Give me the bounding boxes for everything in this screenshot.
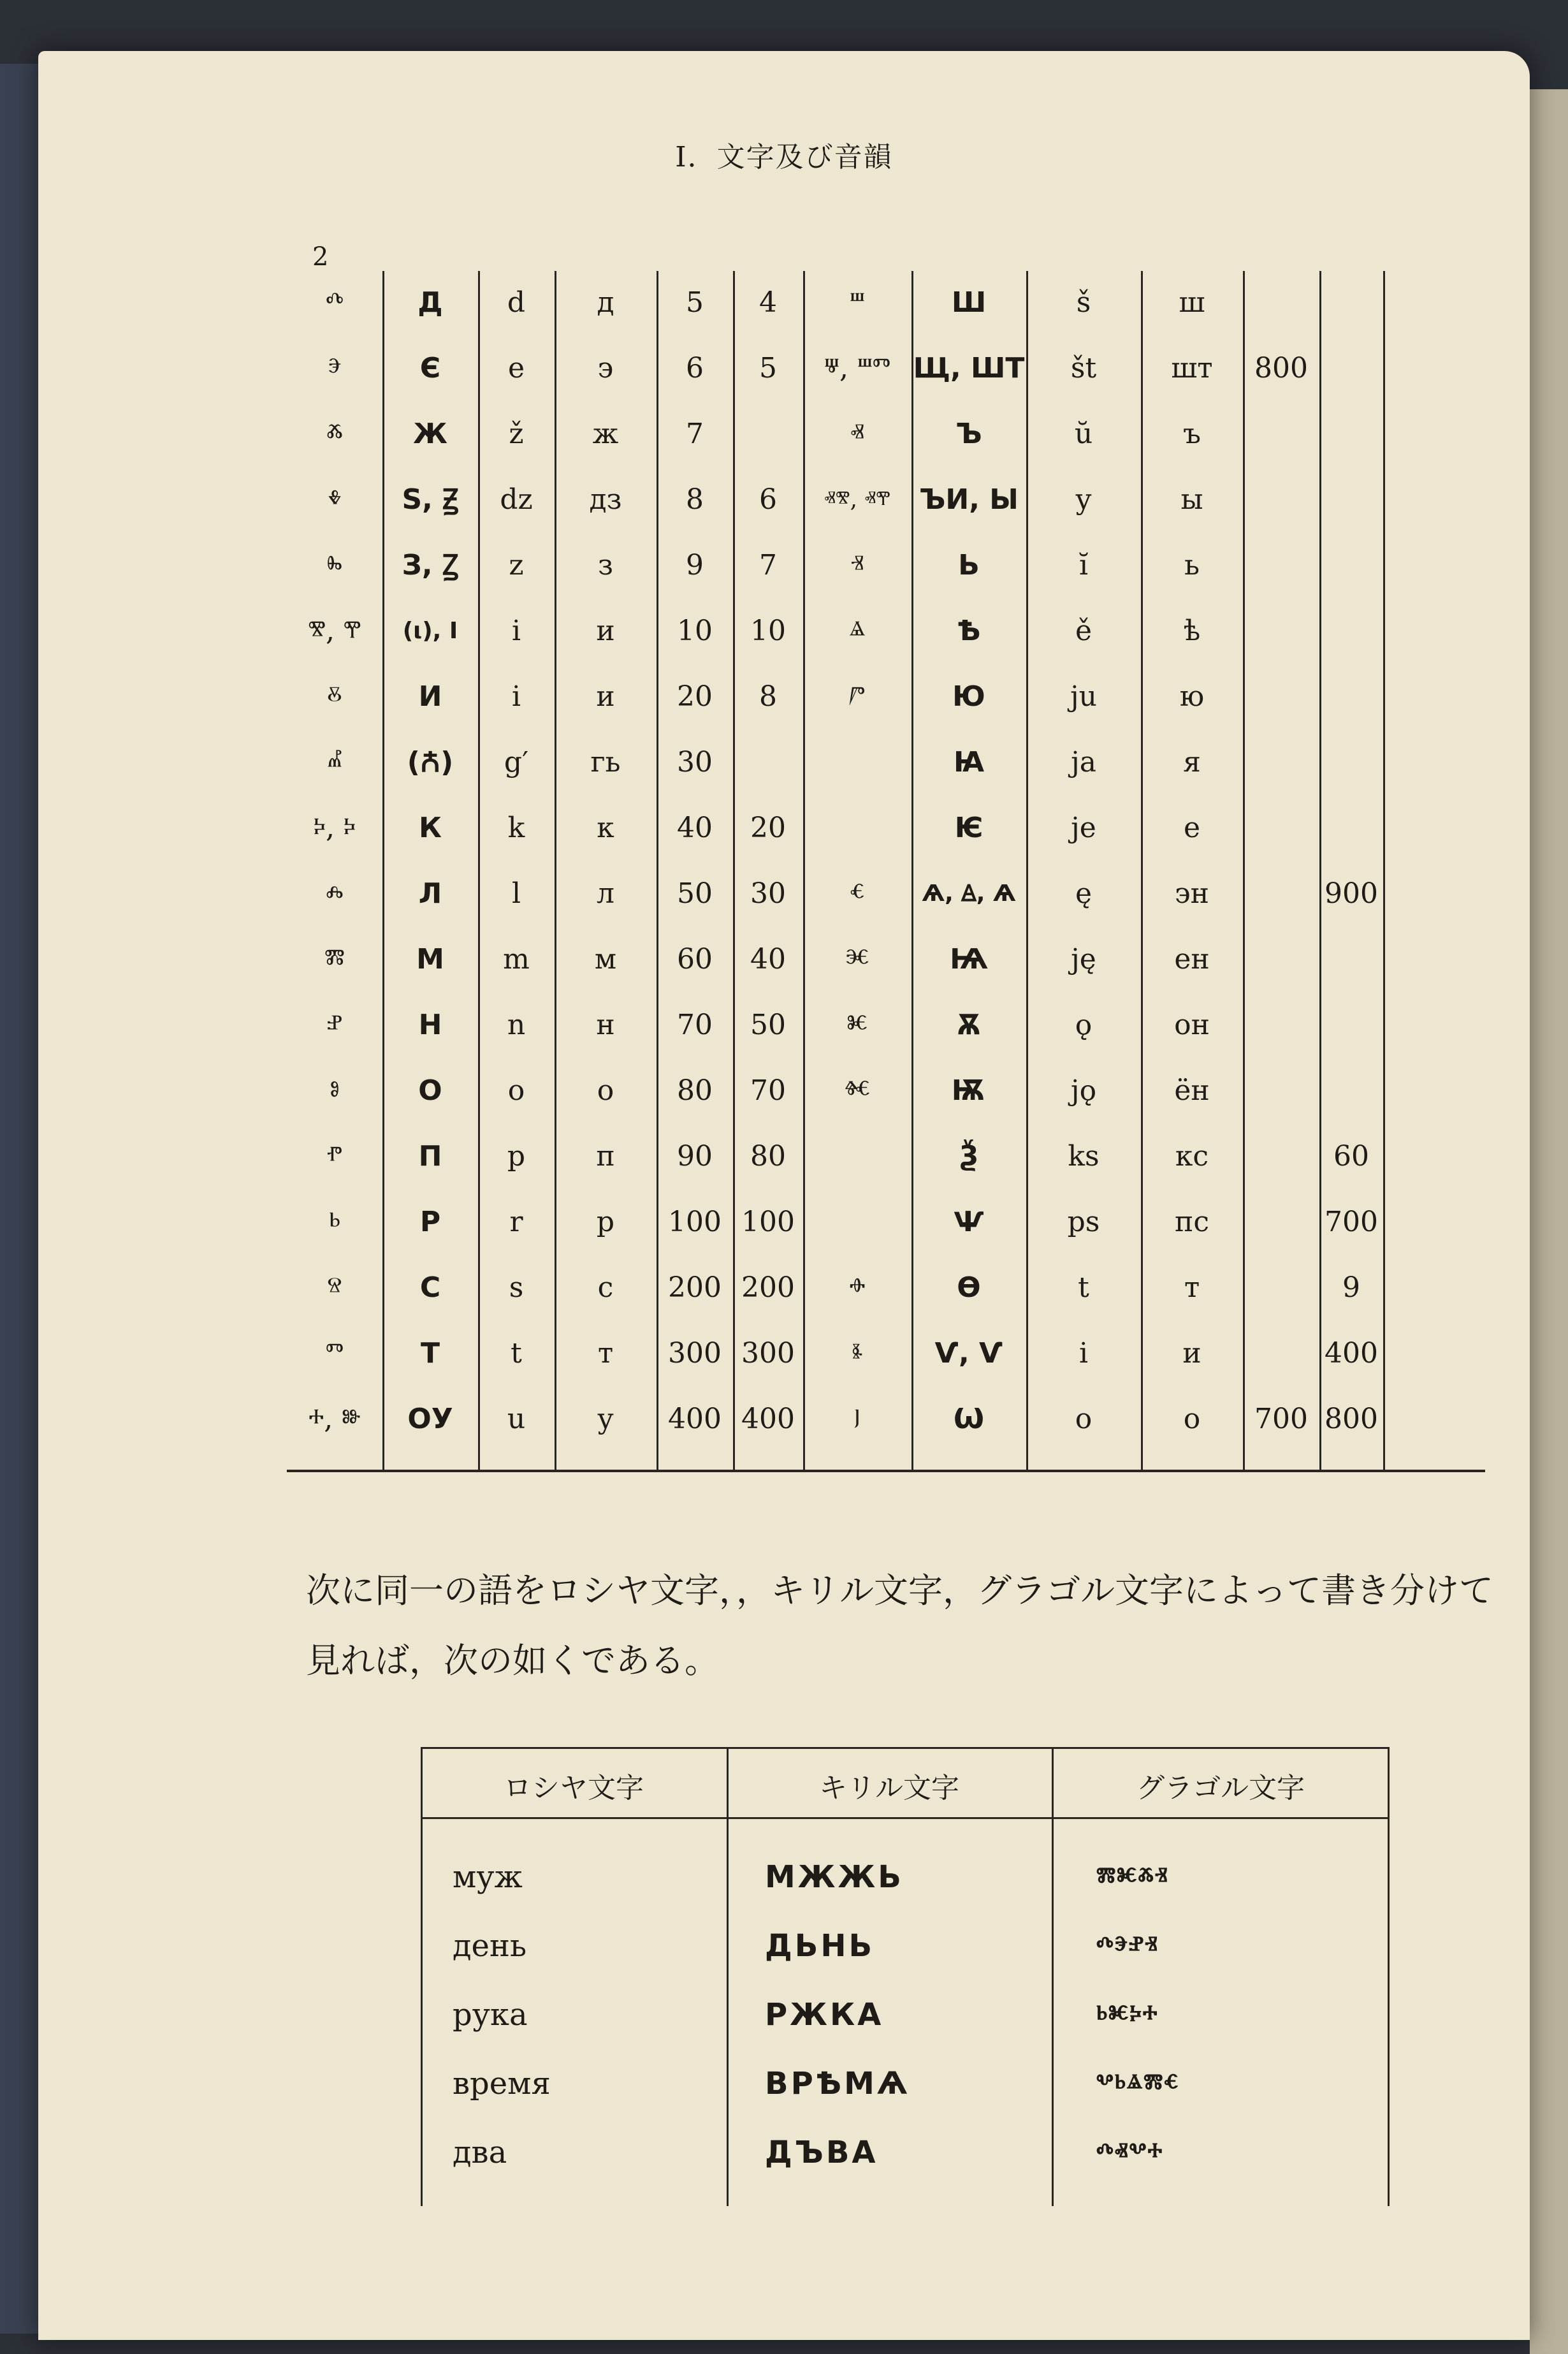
table-cell: ⰰ, ⱆ: [309, 1403, 361, 1435]
column-rus1: [555, 271, 657, 1470]
table-cell: [1319, 612, 1383, 650]
table-cell: 800: [1254, 352, 1308, 384]
table-cell: [1243, 546, 1319, 585]
table-cell: o: [1075, 1403, 1093, 1435]
column-cyr2: [911, 271, 1026, 1470]
table-cell: ОУ: [407, 1403, 453, 1435]
table-cell: Ѧ, Ꙙ, Ѧ: [922, 881, 1016, 907]
table-cell: 70: [677, 1009, 713, 1041]
table-cell: 5: [759, 352, 777, 384]
table-cell: ⰽ, ⰽ: [313, 812, 356, 844]
table-cell: [1243, 678, 1319, 716]
table-cell: ⱙ: [844, 1074, 871, 1107]
table-cell: ѣ: [1183, 615, 1201, 647]
table-cell: [803, 1137, 911, 1176]
page-number: 2: [312, 242, 329, 272]
table-cell: [1243, 415, 1319, 453]
table-cell: е: [1183, 812, 1201, 844]
cyrillic-word: ДЬНЬ: [765, 1928, 875, 1964]
glagolitic-word: ⰴⰵⱀⱐ: [1096, 1930, 1159, 1961]
table-cell: ŭ: [1074, 418, 1093, 450]
table-cell: [1319, 1072, 1383, 1110]
table-cell: ⰸ: [326, 549, 343, 581]
table-cell: y: [1075, 483, 1092, 516]
table-cell: 800: [1325, 1403, 1378, 1435]
table-cell: n: [507, 1009, 526, 1041]
table-cell: k: [507, 812, 525, 844]
table-cell: ⰺ, ⰹ: [308, 615, 361, 647]
table-cell: ⰷ: [328, 483, 342, 516]
table-cell: z: [509, 549, 524, 581]
table-cell: ⰶ: [326, 418, 343, 450]
column-lat2: [1026, 271, 1141, 1470]
table-cell: ы: [1180, 483, 1203, 516]
table-cell: [803, 809, 911, 847]
table-cell: Ѵ, Ѵ: [934, 1337, 1003, 1370]
table-cell: он: [1174, 1009, 1210, 1041]
glagolitic-word: ⰿⱘⰶⱐ: [1096, 1861, 1169, 1892]
table-cell: [1243, 743, 1319, 782]
glagolitic-word: ⱃⱘⰽⰰ: [1096, 1999, 1159, 2030]
column-num3: [1243, 271, 1319, 1470]
table-cell: Ѭ: [951, 1074, 987, 1107]
table-cell: 200: [668, 1271, 722, 1304]
table-cell: t: [1078, 1271, 1089, 1304]
table-cell: [803, 743, 911, 782]
glagolitic-word: ⰴⱏⰲⰰ: [1096, 2137, 1164, 2168]
table-cell: ę: [1075, 877, 1093, 910]
cyrillic-word: РЖКА: [765, 1997, 884, 2033]
table-cell: ъ: [1183, 418, 1201, 450]
table-cell: ⱏ: [850, 418, 864, 450]
russian-column: [453, 1843, 551, 2187]
table-cell: П: [418, 1140, 442, 1173]
table-cell: гь: [590, 746, 621, 779]
table-cell: o: [507, 1074, 525, 1107]
table-cell: 50: [677, 877, 713, 910]
table-cell: ⱔ: [850, 877, 865, 910]
table-cell: Ѩ: [950, 943, 988, 976]
table-cell: дз: [589, 483, 622, 516]
table-cell: je: [1071, 812, 1096, 844]
table-cell: о: [597, 1074, 614, 1107]
table-cell: Щ, ШТ: [913, 352, 1025, 384]
table-cell: я: [1183, 746, 1201, 779]
table-cell: Ѯ: [959, 1140, 979, 1173]
table-cell: Ѱ: [954, 1206, 984, 1238]
table-cell: 8: [759, 680, 777, 713]
table-cell: р: [596, 1206, 615, 1238]
table-cell: [1243, 809, 1319, 847]
table-cell: 20: [677, 680, 713, 713]
table-cell: [1243, 1269, 1319, 1307]
table-cell: ⱓ: [849, 680, 866, 713]
table-rule: [1052, 1747, 1054, 2206]
table-cell: Ѣ: [957, 615, 981, 647]
table-cell: п: [596, 1140, 615, 1173]
table-cell: д: [597, 286, 614, 319]
table-cell: Ѫ: [957, 1009, 981, 1041]
table-cell: Т: [420, 1337, 440, 1370]
table-cell: i: [1078, 1337, 1089, 1370]
column-rus2: [1141, 271, 1243, 1470]
table-cell: 10: [750, 615, 786, 647]
table-cell: ⱋ, ⱎⱅ: [824, 352, 891, 384]
table-cell: ⱚ: [849, 1271, 866, 1304]
table-cell: Є: [419, 352, 441, 384]
table-cell: 9: [686, 549, 704, 581]
column-cyr1: [382, 271, 478, 1470]
table-cell: [1319, 1006, 1383, 1044]
table-cell: Д: [417, 286, 443, 319]
table-cell: ж: [592, 418, 619, 450]
table-cell: Л: [418, 877, 442, 910]
table-cell: m: [503, 943, 530, 976]
table-cell: 20: [750, 812, 786, 844]
table-cell: шт: [1171, 352, 1213, 384]
table-cell: Ѡ: [953, 1403, 985, 1435]
header-cyrillic: キリル文字: [819, 1772, 959, 1804]
table-cell: ⱑ: [849, 615, 866, 647]
table-cell: и: [1182, 1337, 1201, 1370]
table-cell: [1319, 284, 1383, 322]
table-cell: 60: [677, 943, 713, 976]
table-cell: [1243, 481, 1319, 519]
table-rule: [727, 1747, 729, 2206]
cyrillic-word: ВРѢМѦ: [765, 2066, 910, 2102]
table-cell: [1319, 678, 1383, 716]
table-cell: ⱄ: [327, 1271, 342, 1304]
column-num4: [1319, 271, 1383, 1470]
table-cell: [1319, 809, 1383, 847]
table-cell: т: [597, 1337, 614, 1370]
table-cell: ен: [1174, 943, 1210, 976]
cyrillic-column: [765, 1843, 910, 2187]
table-cell: 7: [759, 549, 777, 581]
table-cell: 200: [741, 1271, 795, 1304]
table-cell: [1243, 1006, 1319, 1044]
table-cell: 400: [1325, 1337, 1378, 1370]
table-cell: И: [418, 680, 442, 713]
table-cell: 100: [668, 1206, 722, 1238]
table-cell: l: [511, 877, 521, 910]
table-cell: к: [597, 812, 614, 844]
table-cell: Ь: [958, 549, 980, 581]
column-glag2: [803, 271, 911, 1470]
table-cell: Ж: [413, 418, 447, 450]
table-cell: 8: [686, 483, 704, 516]
header-russian: ロシヤ文字: [504, 1772, 644, 1804]
russian-word: время: [453, 2066, 551, 2102]
table-cell: 700: [1254, 1403, 1308, 1435]
table-cell: ⱀ: [326, 1009, 343, 1041]
table-cell: 50: [750, 1009, 786, 1041]
table-cell: 30: [677, 746, 713, 779]
table-cell: [1243, 1334, 1319, 1373]
table-cell: 400: [668, 1403, 722, 1435]
table-cell: О: [418, 1074, 442, 1107]
table-cell: 40: [677, 812, 713, 844]
table-cell: [1243, 875, 1319, 913]
table-cell: d: [507, 286, 526, 319]
table-cell: з: [598, 549, 613, 581]
table-cell: пс: [1175, 1206, 1209, 1238]
table-cell: и: [596, 680, 615, 713]
table-cell: Ш: [951, 286, 987, 319]
column-glag1: [287, 271, 382, 1470]
column-rule: [1383, 271, 1385, 1470]
table-cell: jǫ: [1070, 1074, 1097, 1107]
cyrillic-word: ДЪВА: [765, 2135, 878, 2170]
table-cell: t: [511, 1337, 522, 1370]
table-cell: p: [507, 1140, 526, 1173]
table-cell: ju: [1070, 680, 1097, 713]
table-cell: i: [511, 680, 521, 713]
table-cell: [1319, 940, 1383, 979]
table-cell: 7: [686, 418, 704, 450]
russian-word: рука: [453, 1997, 528, 2033]
table-cell: [1243, 1137, 1319, 1176]
table-cell: С: [419, 1271, 441, 1304]
table-cell: [1319, 481, 1383, 519]
table-cell: о: [1183, 1403, 1201, 1435]
table-cell: 80: [677, 1074, 713, 1107]
table-cell: ⱜ: [854, 1403, 860, 1435]
table-cell: (ι), І: [402, 618, 458, 644]
table-cell: м: [594, 943, 617, 976]
table-cell: ⰿ: [324, 943, 345, 976]
table-cell: ⱘ: [846, 1009, 868, 1041]
table-cell: З, Ꙁ: [402, 549, 459, 581]
table-cell: ⱐ: [850, 549, 864, 581]
table-cell: [733, 743, 803, 782]
table-rule: [1388, 1747, 1390, 2206]
table-cell: š: [1076, 286, 1091, 319]
table-cell: ⰻ: [327, 680, 342, 713]
column-lat1: [478, 271, 555, 1470]
table-cell: 6: [686, 352, 704, 384]
table-cell: ю: [1179, 680, 1205, 713]
table-cell: Ѳ: [957, 1271, 981, 1304]
table-cell: 400: [741, 1403, 795, 1435]
table-cell: Ꙗ: [953, 746, 985, 779]
table-cell: [1243, 940, 1319, 979]
table-cell: u: [507, 1403, 526, 1435]
table-cell: ⰴ: [325, 286, 344, 319]
table-rule: [421, 1747, 423, 2206]
table-cell: št: [1070, 352, 1097, 384]
cyrillic-word: МЖЖЬ: [765, 1859, 904, 1895]
table-cell: 10: [677, 615, 713, 647]
table-cell: 30: [750, 877, 786, 910]
glagolitic-column: [1096, 1843, 1180, 2187]
table-cell: [1319, 546, 1383, 585]
table-cell: К: [419, 812, 442, 844]
table-cell: ję: [1071, 943, 1096, 976]
table-cell: 300: [741, 1337, 795, 1370]
table-cell: Ъ: [955, 418, 982, 450]
table-cell: э: [597, 352, 614, 384]
table-cell: ЪИ, Ы: [919, 483, 1019, 516]
table-cell: Ѥ: [954, 812, 984, 844]
table-cell: эн: [1175, 877, 1209, 910]
table-cell: ž: [509, 418, 524, 450]
table-cell: g′: [504, 746, 529, 779]
book-page: [38, 51, 1530, 2340]
table-cell: [733, 415, 803, 453]
table-cell: [1319, 743, 1383, 782]
table-cell: [1243, 1203, 1319, 1241]
table-cell: ⱂ: [326, 1140, 343, 1173]
table-cell: н: [596, 1009, 615, 1041]
table-cell: (Ꙉ): [407, 746, 454, 779]
table-cell: т: [1184, 1271, 1200, 1304]
table-cell: 9: [1342, 1271, 1360, 1304]
table-cell: ⱛ: [852, 1337, 863, 1370]
table-cell: 900: [1325, 877, 1378, 910]
table-cell: ⱎ: [849, 286, 866, 319]
header-glagolitic: グラゴル文字: [1136, 1772, 1305, 1804]
table-cell: у: [597, 1403, 614, 1435]
table-cell: 100: [741, 1206, 795, 1238]
table-header-rule: [421, 1817, 1390, 1819]
running-head: I．文字及び音韻: [675, 141, 893, 173]
table-cell: ǫ: [1075, 1009, 1093, 1041]
russian-word: день: [453, 1928, 527, 1964]
table-cell: ⱃ: [329, 1206, 340, 1238]
table-cell: и: [596, 615, 615, 647]
page-stack-edge: [1530, 89, 1568, 2354]
table-cell: 40: [750, 943, 786, 976]
table-cell: Ѕ, Ꙃ: [402, 483, 459, 516]
alphabet-table: [287, 271, 1485, 1472]
table-cell: кс: [1175, 1140, 1209, 1173]
table-cell: ĭ: [1078, 549, 1089, 581]
table-cell: Н: [418, 1009, 442, 1041]
table-cell: [1243, 1072, 1319, 1110]
table-cell: ⱗ: [845, 943, 869, 976]
table-cell: ⱁ: [330, 1074, 340, 1107]
table-cell: [1319, 349, 1383, 388]
table-cell: ён: [1174, 1074, 1210, 1107]
table-cell: М: [416, 943, 444, 976]
table-cell: [1319, 415, 1383, 453]
table-cell: ps: [1067, 1206, 1100, 1238]
glagolitic-word: ⰲⱃⱑⰿⱔ: [1096, 2068, 1180, 2099]
russian-word: два: [453, 2135, 507, 2170]
column-num1: [657, 271, 733, 1470]
table-cell: ⰾ: [326, 877, 344, 910]
table-cell: л: [597, 877, 614, 910]
table-cell: [1243, 284, 1319, 322]
table-cell: r: [509, 1206, 523, 1238]
table-cell: 80: [750, 1140, 786, 1173]
table-cell: Р: [419, 1206, 441, 1238]
table-cell: s: [509, 1271, 524, 1304]
table-cell: e: [507, 352, 525, 384]
table-cell: ⰼ: [327, 746, 342, 779]
table-cell: 90: [677, 1140, 713, 1173]
table-cell: [1243, 612, 1319, 650]
table-cell: Ю: [952, 680, 985, 713]
table-cell: dz: [500, 483, 533, 516]
table-cell: ш: [1179, 286, 1205, 319]
comparison-table: [421, 1747, 1390, 2206]
table-cell: ě: [1075, 615, 1093, 647]
table-cell: 300: [668, 1337, 722, 1370]
table-cell: с: [597, 1271, 614, 1304]
russian-word: муж: [453, 1859, 523, 1895]
table-cell: ks: [1068, 1140, 1100, 1173]
table-cell: ja: [1071, 746, 1096, 779]
table-cell: 70: [750, 1074, 786, 1107]
body-paragraph: 次に同一の語をロシヤ文字，，キリル文字，グラゴル文字によって書き分けて見れば，次の如くである。: [306, 1570, 1493, 1681]
table-cell: 6: [759, 483, 777, 516]
table-cell: 5: [686, 286, 704, 319]
table-cell: ь: [1184, 549, 1200, 581]
table-cell: 4: [759, 286, 777, 319]
column-num2: [733, 271, 803, 1470]
table-top-rule: [421, 1747, 1390, 1749]
table-cell: ⰵ: [328, 352, 342, 384]
table-cell: [803, 1203, 911, 1241]
table-cell: 60: [1333, 1140, 1369, 1173]
table-cell: ⱅ: [325, 1337, 344, 1370]
table-cell: i: [511, 615, 521, 647]
table-cell: ⱏⰺ, ⱏⰹ: [824, 486, 890, 513]
table-cell: 700: [1325, 1206, 1378, 1238]
